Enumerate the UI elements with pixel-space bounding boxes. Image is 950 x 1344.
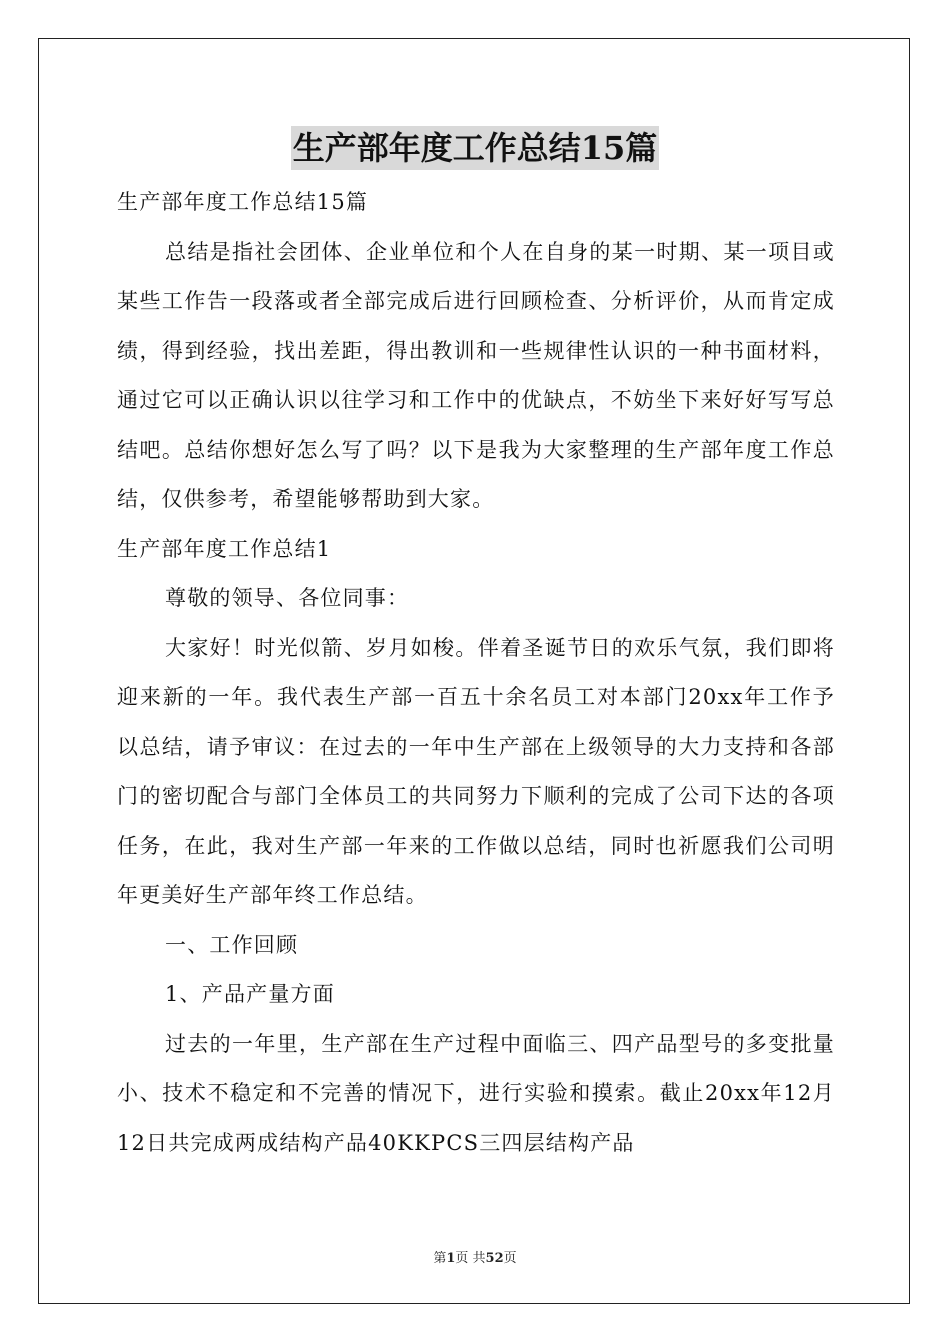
page-prefix: 第 [433,1251,447,1266]
intro-paragraph: 总结是指社会团体、企业单位和个人在自身的某一时期、某一项目或某些工作告一段落或者全部完成后进行回顾检查、分析评价，从而肯定成绩，得到经验，找出差距，得出教训和一些规律性认识的一种书面材料，通过它可以正确认识以往学习和工作中的优缺点，不妨坐下来好好写写总结吧。总结你想好怎么写了吗？以下是我为大家整理的生产部年度工作总结，仅供参考，希望能够帮助到大家。 [117,239,835,511]
document-title-text: 生产部年度工作总结15篇 [291,126,660,170]
document-subtitle: 生产部年度工作总结15篇 [117,190,369,214]
page-total: 52 [485,1251,504,1266]
page-current: 1 [446,1251,456,1266]
salutation: 尊敬的领导、各位同事： [165,586,410,610]
body-paragraph-output: 过去的一年里，生产部在生产过程中面临三、四产品型号的多变批量小、技术不稳定和不完善的情况下，进行实验和摸索。截止20xx年12月12日共完成两成结构产品40KKPCS三四层结构产品 [117,1031,835,1155]
subsection-heading-output: 1、产品产量方面 [165,982,335,1006]
section-heading: 生产部年度工作总结1 [117,536,332,561]
page-footer [0,1247,950,1266]
body-paragraph: 大家好！时光似箭、岁月如梭。伴着圣诞节日的欢乐气氛，我们即将迎来新的一年。我代表生产部一百五十余名员工对本部门20xx年工作予以总结，请予审议：在过去的一年中生产部在上级领导的大力支持和各部门的密切配合与部门全体员工的共同努力下顺利的完成了公司下达的各项任务，在此，我对生产部一年来的工作做以总结，同时也祈愿我们公司明年更美好生产部年终工作总结。 [117,635,835,907]
subsection-heading-review: 一、工作回顾 [165,932,299,957]
document-title [0,126,950,170]
page-mid: 页 共 [455,1251,486,1266]
document-body [117,178,835,1168]
page-suffix: 页 [503,1251,517,1266]
